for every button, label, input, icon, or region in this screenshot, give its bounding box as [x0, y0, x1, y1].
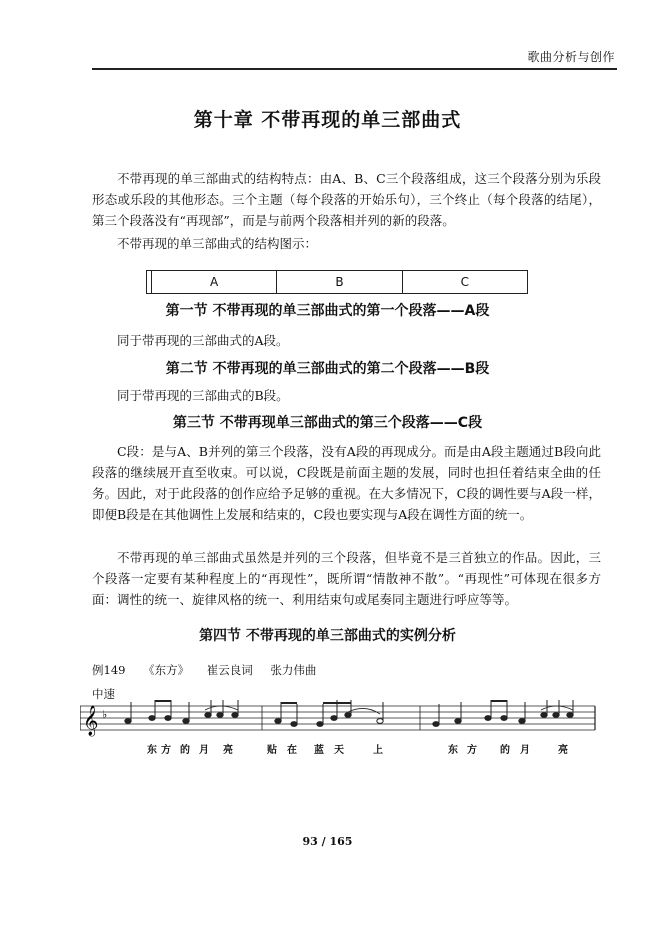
example-lyricist: 崔云良词	[206, 663, 253, 677]
structure-segment-b: B	[277, 271, 402, 293]
example-caption	[92, 662, 330, 678]
lyric-2: 方	[161, 745, 171, 756]
lyric-7: 在	[287, 745, 297, 756]
lyric-15: 亮	[558, 745, 568, 756]
svg-text:♭: ♭	[102, 708, 108, 721]
section-4-title: 第四节 不带再现的单三部曲式的实例分析	[199, 628, 456, 644]
tempo-marking: 中速	[92, 687, 115, 701]
lyric-5: 亮	[223, 745, 233, 756]
lyric-10: 上	[373, 745, 383, 756]
structure-segment-a: A	[152, 271, 277, 293]
lyric-14: 月	[520, 745, 530, 756]
intro-paragraph: 不带再现的单三部曲式的结构特点：由A、B、C三个段落组成，这三个段落分别为乐段形态或乐段的其他形态。三个主题（每个段落的开始乐句），三个终止（每个段落的结尾）， 第三个段落没有“再现部”，而是与前两个段落相并列的新的段落。	[92, 171, 601, 228]
structure-diagram	[146, 270, 528, 294]
section-3-body: C段：是与A、B并列的第三个段落，没有A段的再现成分。而是由A段主题通过B段向此段落的继续展开直至收束。可以说，C段既是前面主题的发展，同时也担任着结束全曲的任务。因此，对于此段落的创作应给予足够的重视。在大多情况下，C段的调性要与A段一样，即便B段是在其他调性上发展和结束的，C段也要实现与A段在调性方面的统一。	[92, 444, 601, 522]
lyric-3: 的	[180, 745, 190, 756]
lyric-9: 天	[334, 745, 344, 756]
section-2-body: 同于带再现的三部曲式的B段。	[117, 388, 289, 403]
lyric-6: 贴	[267, 745, 277, 756]
section-1-title: 第一节 不带再现的单三部曲式的第一个段落——A段	[165, 303, 490, 319]
lyric-13: 的	[500, 745, 510, 756]
treble-clef-icon: 𝄞	[83, 706, 99, 736]
section-2-title: 第二节 不带再现的单三部曲式的第二个段落——B段	[165, 361, 490, 377]
structure-caption: 不带再现的单三部曲式的结构图示：	[117, 236, 318, 251]
lyric-8: 蓝	[314, 745, 324, 756]
header-rule	[92, 68, 617, 70]
lyric-12: 方	[467, 745, 477, 756]
lyric-4: 月	[199, 745, 209, 756]
music-staff	[80, 700, 600, 740]
running-header: 歌曲分析与创作	[527, 50, 615, 64]
example-number: 例149	[92, 663, 126, 677]
example-song: 《东方》	[143, 663, 190, 677]
chapter-title: 第十章 不带再现的单三部曲式	[193, 109, 462, 131]
section-1-body: 同于带再现的三部曲式的A段。	[117, 333, 289, 348]
section-3-body-2: 不带再现的单三部曲式虽然是并列的三个段落，但毕竟不是三首独立的作品。因此，三个段落一定要有某种程度上的“再现性”，既所谓“情散神不散”。“再现性”可体现在很多方面：调性的统一、旋律风格的统一、利用结束句或尾奏同主题进行呼应等等。	[92, 550, 601, 607]
lyric-11: 东	[448, 745, 458, 756]
structure-segment-c: C	[460, 275, 470, 289]
page-number: 93 / 165	[302, 835, 353, 848]
example-composer: 张力伟曲	[270, 663, 317, 677]
section-3-title: 第三节 不带再现单三部曲式的第三个段落——C段	[172, 415, 483, 431]
lyric-1: 东	[147, 745, 157, 756]
